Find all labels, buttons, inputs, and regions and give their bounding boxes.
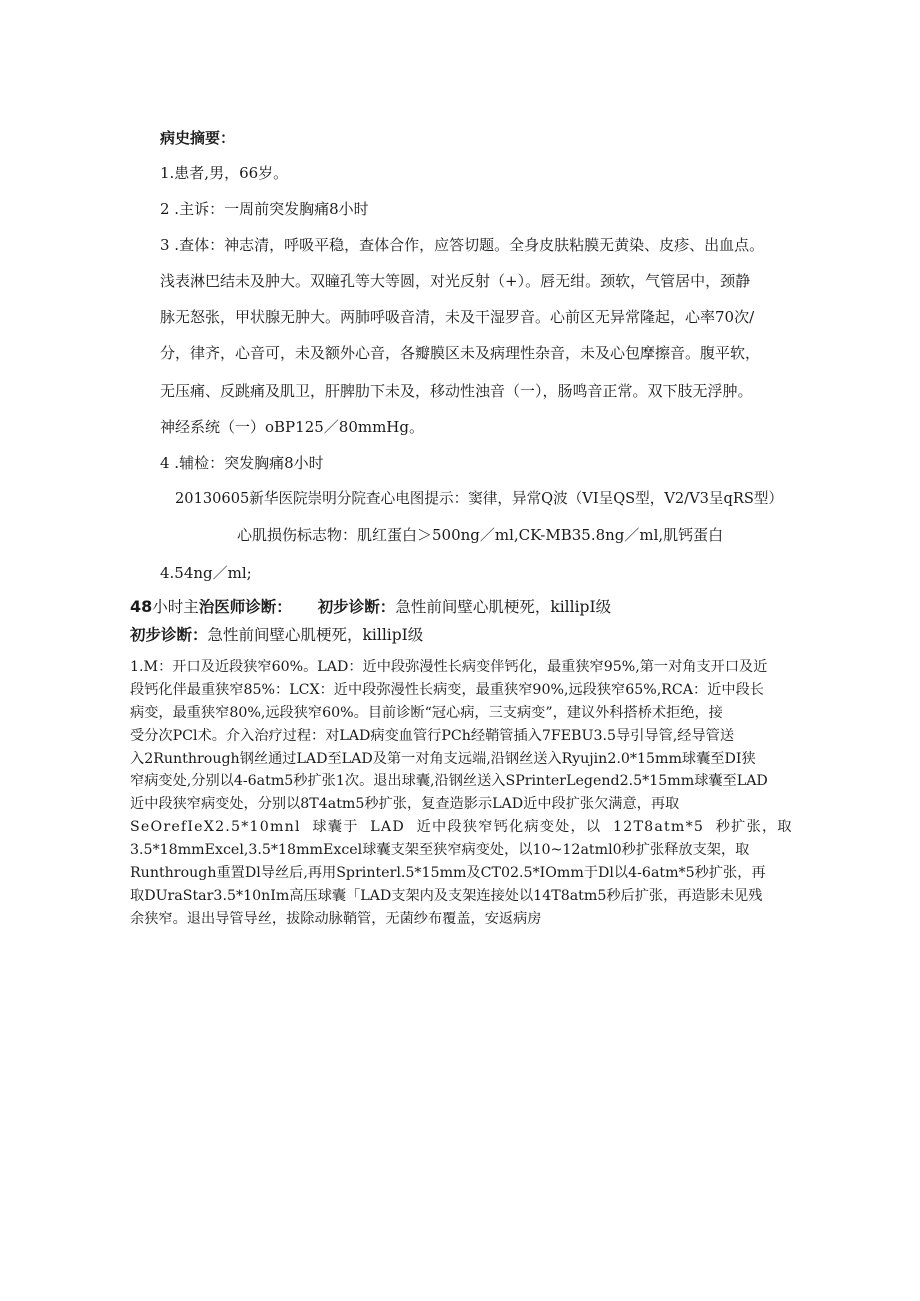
procedure-line: 3.5*18mmExcel,3.5*18mmExcel球囊支架至狭窄病变处，以10~12atml0秒扩张释放支架，取 bbox=[130, 842, 750, 859]
ecg-result: 20130605新华医院崇明分院查心电图提示：窦律，异常Q波（VI呈QS型，V2/V3呈qRS型） bbox=[175, 490, 784, 507]
procedure-line: 1.M：开口及近段狭窄60%。LAD：近中段弥漫性长病变伴钙化，最重狭窄95%,第一对角支开口及近 bbox=[130, 659, 768, 675]
second-diagnosis-label: 初步诊断： bbox=[130, 626, 208, 644]
troponin-value: 4.54ng／ml; bbox=[160, 564, 252, 582]
aux-heading: 4 .辅检：突发胸痛8小时 bbox=[160, 454, 324, 472]
procedure-line: 入2Runthrough钢丝通过LAD至LAD及第一对角支远端,沿钢丝送入Ryujin2.0*15mm球囊至DI狭 bbox=[130, 750, 756, 767]
exam-line-6: 神经系统（一）oBP125／80mmHg。 bbox=[160, 418, 424, 436]
exam-line-3: 脉无怒张，甲状腺无肿大。两肺呼吸音清，未及干湿罗音。心前区无异常隆起，心率70次/ bbox=[160, 308, 755, 326]
attending-diagnosis-line bbox=[130, 597, 611, 617]
diagnosis-prefix: 小时主 bbox=[152, 598, 199, 616]
exam-line-2: 浅表淋巴结未及肿大。双瞳孔等大等圆，对光反射（+）。唇无绀。颈软，气管居中，颈静 bbox=[160, 272, 751, 290]
procedure-line: 窄病变处,分别以4-6atm5秒扩张1次。退出球囊,沿钢丝送入SPrinterLegend2.5*15mm球囊至LAD bbox=[130, 773, 768, 790]
patient-info: 1.患者,男，66岁。 bbox=[160, 164, 289, 182]
cardiac-markers: 心肌损伤标志物：肌红蛋白＞500ng／ml,CK-MB35.8ng／ml,肌钙蛋白 bbox=[237, 526, 724, 544]
attending-diagnosis-label: 治医师诊断： bbox=[198, 598, 292, 616]
exam-line-4: 分，律齐，心音可，未及额外心音，各瓣膜区未及病理性杂音，未及心包摩擦音。腹平软， bbox=[160, 344, 761, 362]
procedure-line: SeOrefIeX2.5*10mnl 球囊于 LAD 近中段狭窄钙化病变处，以 12T8atm*5 秒扩张，取 bbox=[130, 819, 793, 836]
procedure-line: 病变，最重狭窄80%,远段狭窄60%。目前诊断“冠心病，三支病变”，建议外科搭桥术拒绝，接 bbox=[130, 704, 723, 721]
procedure-line: 余狭窄。退出导管导丝，拔除动脉鞘管，无菌纱布覆盖，安返病房 bbox=[130, 910, 542, 927]
initial-diagnosis-line bbox=[130, 625, 423, 645]
procedure-line: 受分次PCl术。介入治疗过程：对LAD病变血管行PCh经鞘管插入7FEBU3.5导引导管,经导管送 bbox=[130, 727, 735, 744]
initial-diagnosis-text: 急性前间壁心肌梗死，killipI级 bbox=[395, 598, 612, 616]
initial-diagnosis-label: 初步诊断： bbox=[317, 598, 396, 616]
procedure-line: Runthrough重置Dl导丝后,再用Sprinterl.5*15mm及CT02.5*IOmm于Dl以4-6atm*5秒扩张，再 bbox=[130, 865, 766, 882]
procedure-paragraph bbox=[130, 656, 793, 931]
diagnosis-hours: 48 bbox=[130, 597, 153, 616]
chief-complaint: 2 .主诉：一周前突发胸痛8小时 bbox=[160, 200, 369, 218]
procedure-line: 取DUraStar3.5*10nIm高压球囊「LAD支架内及支架连接处以14T8atm5秒后扩张，再造影未见残 bbox=[130, 887, 763, 904]
exam-line-5: 无压痛、反跳痛及肌卫，肝脾肋下未及，移动性浊音（一），肠鸣音正常。双下肢无浮肿。 bbox=[160, 382, 753, 400]
procedure-line: 段钙化伴最重狭窄85%：LCX：近中段弥漫性长病变，最重狭窄90%,远段狭窄65%,RCA：近中段长 bbox=[130, 681, 764, 698]
second-diagnosis-text: 急性前间壁心肌梗死，killipI级 bbox=[207, 626, 424, 644]
exam-line-1: 3 .查体：神志清，呼吸平稳，查体合作，应答切题。全身皮肤粘膜无黄染、皮疹、出血点。 bbox=[160, 236, 765, 254]
procedure-line: 近中段狭窄病变处，分别以8T4atm5秒扩张，复查造影示LAD近中段扩张欠满意，再取 bbox=[130, 796, 680, 813]
history-title: 病史摘要： bbox=[160, 129, 236, 147]
